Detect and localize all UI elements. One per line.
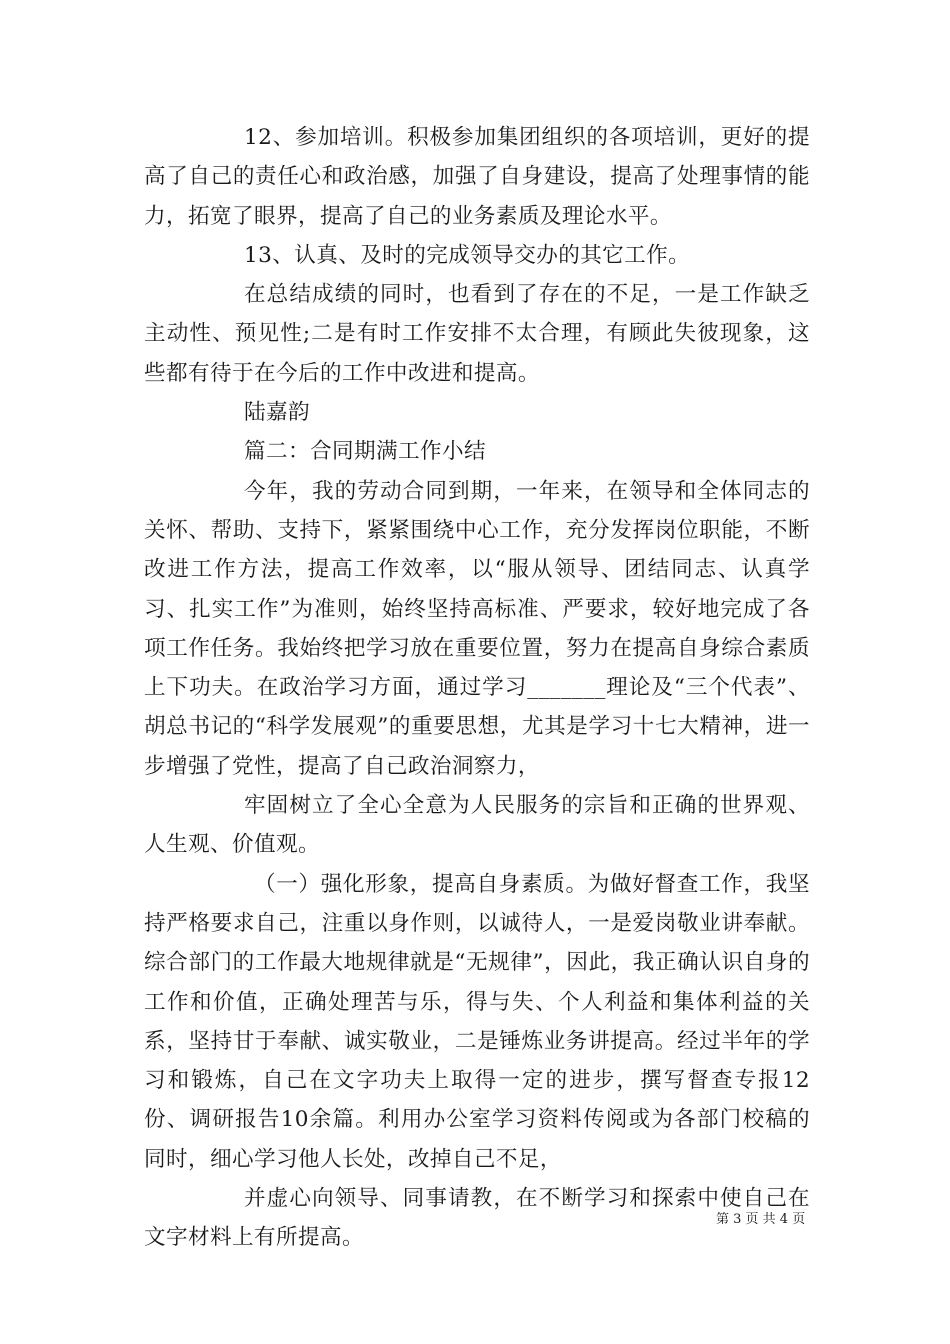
document-body <box>144 118 810 1258</box>
paragraph-training: 12、参加培训。积极参加集团组织的各项培训，更好的提高了自己的责任心和政治感，加强了自身建设，提高了处理事情的能力，拓宽了眼界，提高了自己的业务素质及理论水平。 <box>144 125 810 229</box>
page-number: 第 3 页 共 4 页 <box>716 1212 806 1227</box>
paragraph-worldview: 牢固树立了全心全意为人民服务的宗旨和正确的世界观、人生观、价值观。 <box>144 793 810 858</box>
paragraph-shortcomings: 在总结成绩的同时，也看到了存在的不足，一是工作缺乏主动性、预见性;二是有时工作安排不太合理，有顾此失彼现象，这些都有待于在今后的工作中改进和提高。 <box>144 282 810 386</box>
paragraph-strengthen-image: （一）强化形象，提高自身素质。为做好督查工作，我坚持严格要求自己，注重以身作则，以诚待人，一是爱岗敬业讲奉献。综合部门的工作最大地规律就是“无规律”，因此，我正确认识自身的工作和价值，正确处理苦与乐，得与失、个人利益和集体利益的关系，坚持甘于奉献、诚实敬业，二是锤炼业务讲提高。经过半年的学习和锻炼，自己在文字功夫上取得一定的进步，撰写督查专报12份、调研报告10余篇。利用办公室学习资料传阅或为各部门校稿的同时，细心学习他人长处，改掉自己不足， <box>144 871 810 1172</box>
author-name: 陆嘉韵 <box>244 400 310 426</box>
paragraph-contract-summary: 今年，我的劳动合同到期，一年来，在领导和全体同志的关怀、帮助、支持下，紧紧围绕中心工作，充分发挥岗位职能，不断改进工作方法，提高工作效率，以“服从领导、团结同志、认真学习、扎实工作”为准则，始终坚持高标准、严要求，较好地完成了各项工作任务。我始终把学习放在重要位置，努力在提高自身综合素质上下功夫。在政治学习方面，通过学习_______理论及“三个代表”、胡总书记的“科学发展观”的重要思想，尤其是学习十七大精神，进一步增强了党性，提高了自己政治洞察力， <box>144 478 810 779</box>
section-heading: 篇二：合同期满工作小结 <box>244 439 486 465</box>
paragraph-humble-learning: 并虚心向领导、同事请教，在不断学习和探索中使自己在文字材料上有所提高。 <box>144 1186 810 1251</box>
paragraph-other-work: 13、认真、及时的完成领导交办的其它工作。 <box>244 242 691 268</box>
